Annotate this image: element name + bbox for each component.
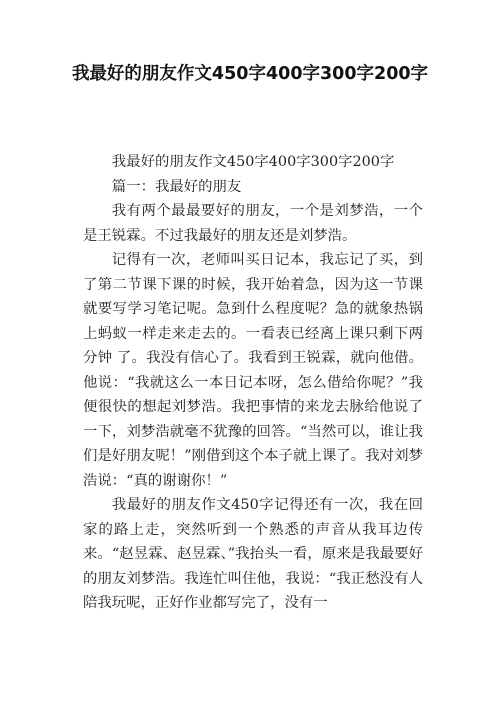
- document-body: [83, 150, 423, 616]
- document-title: 我最好的朋友作文450字400字300字200字: [71, 64, 429, 84]
- paragraph-story-two: 我最好的朋友作文450字记得还有一次，我在回家的路上走，突然听到一个熟悉的声音从我耳边传来。“赵昱霖、赵昱霖、”我抬头一看，原来是我最要好的朋友刘梦浩。我连忙叫住他，我说：“我正愁没有人陪我玩呢，正好作业都写完了，没有一: [83, 497, 423, 611]
- paragraph-repeated-title: 我最好的朋友作文450字400字300字200字: [111, 154, 395, 170]
- paragraph-story-one: 记得有一次，老师叫买日记本，我忘记了买，到了第二节课下课的时候，我开始着急，因为这一节课就要写学习笔记呢。急到什么程度呢？急的就象热锅上蚂蚁一样走来走去的。一看表已经离上课只剩下两分钟 了。我没有信心了。我看到王锐霖，就向他借。他说：“我就这么一本日记本呀，怎么借给你呢？”我便很快的想起刘梦浩。我把事情的来龙去脉给他说了一下，刘梦浩就毫不犹豫的回答。“当然可以，谁让我们是好朋友呢！”刚借到这个本子就上课了。我对刘梦浩说：“真的谢谢你！”: [83, 252, 423, 489]
- paragraph-intro: 我有两个最最要好的朋友，一个是刘梦浩，一个是王锐霖。不过我最好的朋友还是刘梦浩。: [83, 203, 423, 244]
- paragraph-section-heading: 篇一：我最好的朋友: [111, 178, 242, 195]
